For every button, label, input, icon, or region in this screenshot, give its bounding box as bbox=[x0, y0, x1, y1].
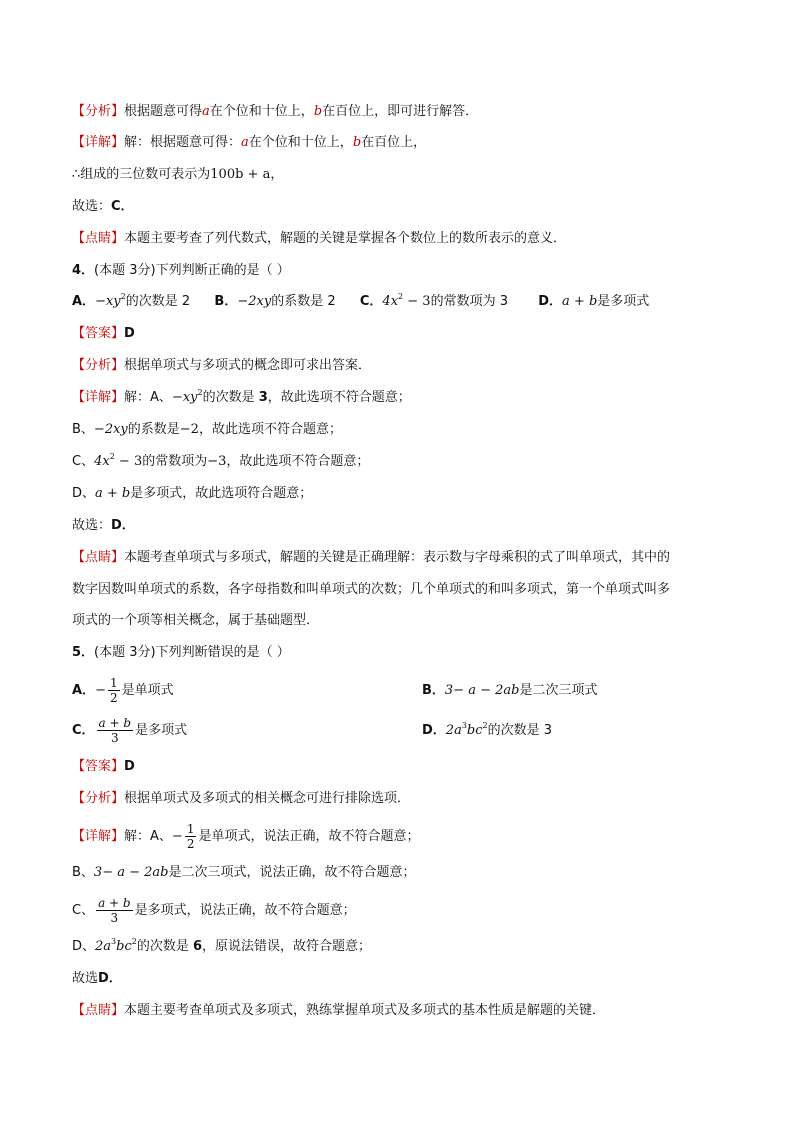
q5-option-b: B．3− a − 2ab是二次三项式 bbox=[422, 683, 598, 698]
q3-analysis: 【分析】根据题意可得a在个位和十位上，b在百位上，即可进行解答． bbox=[72, 104, 479, 119]
q3-therefore: ∴组成的三位数可表示为100b + a， bbox=[72, 167, 284, 182]
q4-answer: 【答案】D bbox=[72, 326, 135, 341]
fraction-one-half-detail: $\frac{1}{2}$ bbox=[186, 822, 195, 851]
q4-options: A．$-xy^2$的次数是 2 B．−2xy的系数是 2 C．$4x^2 - 3$的常数项为 3 D．a + b是多项式 bbox=[72, 292, 650, 309]
q5-options-row2: C． $\frac{a + b}{3}$ 是多项式 D．$2a^3bc^2$的次数是 3 bbox=[72, 716, 553, 745]
fraction-one-half: $\frac{1}{2}$ bbox=[109, 676, 118, 705]
q5-detail-b: B、3− a − 2ab是二次三项式，说法正确，故不符合题意； bbox=[72, 865, 416, 880]
q5-answer: 【答案】D bbox=[72, 759, 135, 774]
q4-detail-a: 【详解】解：A、$-xy^2$的次数是 3，故此选项不符合题意； bbox=[72, 388, 411, 405]
fraction-a-plus-b-over-3-detail: $\frac{a + b}{3}$ bbox=[98, 896, 131, 925]
q4-detail-c: C、$4x^2 - 3$的常数项为−3，故此选项不符合题意； bbox=[72, 452, 370, 469]
q5-choose: 故选D． bbox=[72, 971, 122, 986]
q3-comment: 【点睛】本题主要考查了列代数式，解题的关键是掌握各个数位上的数所表示的意义． bbox=[72, 231, 567, 246]
q3-choose: 故选：C． bbox=[72, 199, 134, 214]
q4-analysis: 【分析】根据单项式与多项式的概念即可求出答案． bbox=[72, 358, 372, 373]
q3-detail: 【详解】解：根据题意可得：a在个位和十位上，b在百位上， bbox=[72, 135, 427, 150]
fraction-a-plus-b-over-3: $\frac{a + b}{3}$ bbox=[98, 716, 132, 745]
q5-header: 5．(本题 3分)下列判断错误的是（ ） bbox=[72, 645, 290, 660]
q5-options-row1: A．− $\frac{1}{2}$ 是单项式 B．3− a − 2ab是二次三项式 bbox=[72, 676, 598, 705]
q4-detail-d: D、a + b是多项式，故此选项符合题意； bbox=[72, 486, 313, 501]
q4-choose: 故选：D． bbox=[72, 518, 135, 533]
q4-comment-3: 项式的一个项等相关概念，属于基础题型． bbox=[72, 613, 320, 628]
q5-comment: 【点睛】本题主要考查单项式及多项式，熟练掌握单项式及多项式的基本性质是解题的关键． bbox=[72, 1003, 606, 1018]
q5-option-d: D．$2a^3bc^2$的次数是 3 bbox=[422, 721, 553, 738]
q5-analysis: 【分析】根据单项式及多项式的相关概念可进行排除选项． bbox=[72, 791, 411, 806]
q5-detail-c: C、 $\frac{a + b}{3}$ 是多项式，说法正确，故不符合题意； bbox=[72, 896, 356, 925]
q5-detail-d: D、$2a^3bc^2$的次数是 6，原说法错误，故符合题意； bbox=[72, 937, 372, 954]
q4-comment-2: 数字因数叫单项式的系数，各字母指数和叫单项式的次数；几个单项式的和叫多项式，第一个单项式叫多 bbox=[72, 582, 671, 597]
q4-detail-b: B、−2xy的系数是−2，故此选项不符合题意； bbox=[72, 422, 342, 437]
q5-detail-a: 【详解】解：A、− $\frac{1}{2}$ 是单项式，说法正确，故不符合题意； bbox=[72, 822, 420, 851]
q4-comment-1: 【点睛】本题考查单项式与多项式，解题的关键是正确理解：表示数与字母乘积的式了叫单项式，其中的 bbox=[72, 550, 671, 565]
q4-header: 4．(本题 3分)下列判断正确的是（ ） bbox=[72, 263, 290, 278]
